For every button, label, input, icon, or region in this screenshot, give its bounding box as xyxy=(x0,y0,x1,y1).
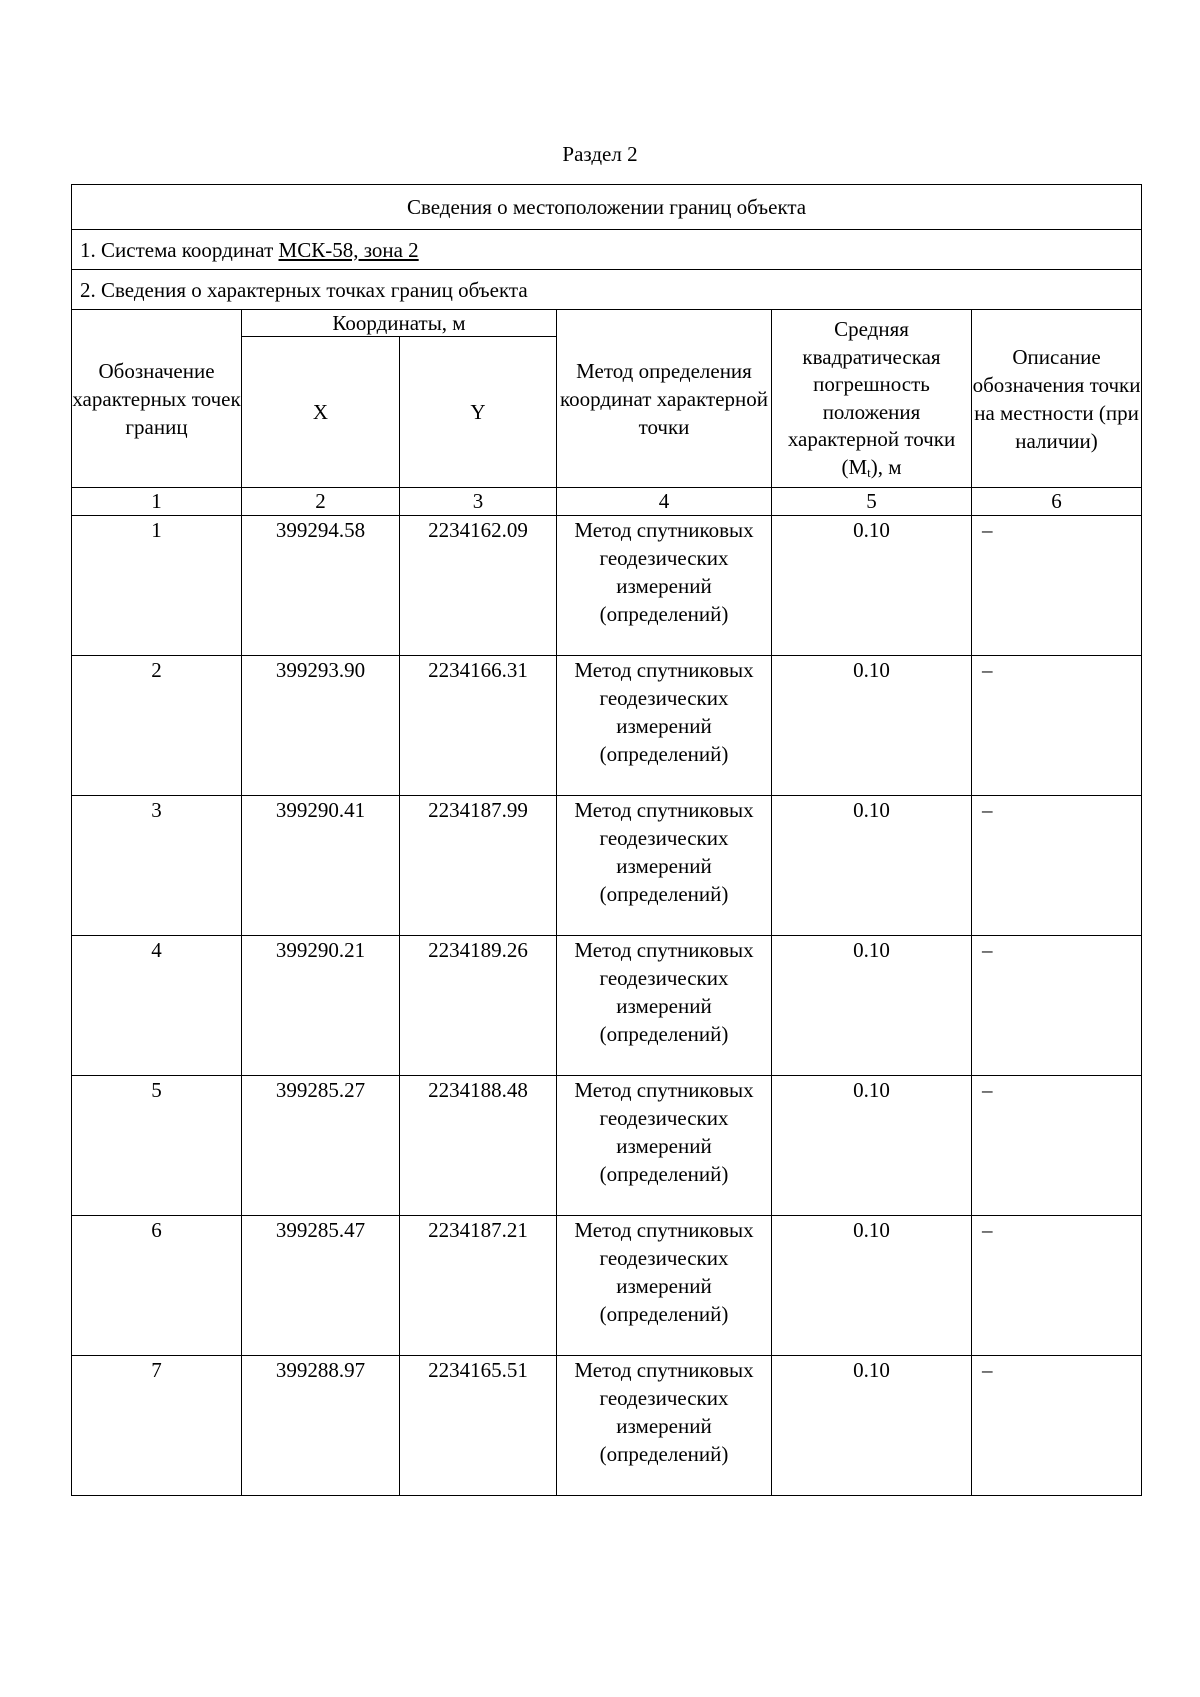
description-cell: – xyxy=(972,656,1142,796)
table-row xyxy=(72,1356,1142,1496)
header-coordinates: Координаты, м xyxy=(242,310,557,337)
section-title: Раздел 2 xyxy=(562,142,638,166)
error-cell: 0.10 xyxy=(772,796,972,936)
description-cell: – xyxy=(972,796,1142,936)
header-error-unit: ), м xyxy=(870,454,902,479)
point-number: 3 xyxy=(72,796,242,936)
coord-system-label: 1. Система координат xyxy=(80,237,279,262)
table-row xyxy=(72,516,1142,656)
point-number: 4 xyxy=(72,936,242,1076)
point-number: 2 xyxy=(72,656,242,796)
coord-x: 399285.47 xyxy=(242,1216,400,1356)
coord-x: 399290.41 xyxy=(242,796,400,936)
table-title-row xyxy=(72,185,1142,230)
error-cell: 0.10 xyxy=(772,656,972,796)
description-cell: – xyxy=(972,1356,1142,1496)
table-row xyxy=(72,936,1142,1076)
description-cell: – xyxy=(972,1076,1142,1216)
header-x: X xyxy=(242,337,400,488)
point-number: 5 xyxy=(72,1076,242,1216)
point-number: 1 xyxy=(72,516,242,656)
header-row-1 xyxy=(72,310,1142,337)
point-number: 7 xyxy=(72,1356,242,1496)
coord-y: 2234166.31 xyxy=(400,656,557,796)
method-cell: Метод спутниковых геодезических измерений (определений) xyxy=(557,1216,772,1356)
point-number: 6 xyxy=(72,1216,242,1356)
error-cell: 0.10 xyxy=(772,936,972,1076)
header-method: Метод определения координат характерной точки xyxy=(557,310,772,488)
table-body xyxy=(72,185,1142,1496)
header-error-subscript: t xyxy=(867,464,871,480)
column-number: 3 xyxy=(400,488,557,516)
coord-x: 399288.97 xyxy=(242,1356,400,1496)
description-cell: – xyxy=(972,1216,1142,1356)
coord-system-cell xyxy=(72,230,1142,270)
coord-system-row xyxy=(72,230,1142,270)
column-numbers-row xyxy=(72,488,1142,516)
points-heading-row xyxy=(72,270,1142,310)
error-cell: 0.10 xyxy=(772,1356,972,1496)
coord-y: 2234162.09 xyxy=(400,516,557,656)
error-cell: 0.10 xyxy=(772,516,972,656)
coord-y: 2234189.26 xyxy=(400,936,557,1076)
table-row xyxy=(72,1076,1142,1216)
method-cell: Метод спутниковых геодезических измерений (определений) xyxy=(557,1356,772,1496)
boundary-points-table xyxy=(71,184,1142,1496)
coord-x: 399293.90 xyxy=(242,656,400,796)
coord-y: 2234188.48 xyxy=(400,1076,557,1216)
column-number: 1 xyxy=(72,488,242,516)
column-number: 6 xyxy=(972,488,1142,516)
coord-x: 399285.27 xyxy=(242,1076,400,1216)
description-cell: – xyxy=(972,516,1142,656)
method-cell: Метод спутниковых геодезических измерений (определений) xyxy=(557,516,772,656)
column-number: 2 xyxy=(242,488,400,516)
column-number: 5 xyxy=(772,488,972,516)
method-cell: Метод спутниковых геодезических измерений (определений) xyxy=(557,936,772,1076)
coord-x: 399290.21 xyxy=(242,936,400,1076)
method-cell: Метод спутниковых геодезических измерений (определений) xyxy=(557,1076,772,1216)
header-error-text: Средняя квадратическая погрешность положения характерной точки (M xyxy=(787,317,956,479)
header-error xyxy=(772,310,972,488)
table-row xyxy=(72,796,1142,936)
table-title: Сведения о местоположении границ объекта xyxy=(72,185,1142,230)
header-designation: Обозначение характерных точек границ xyxy=(72,310,242,488)
description-cell: – xyxy=(972,936,1142,1076)
coord-x: 399294.58 xyxy=(242,516,400,656)
table-row xyxy=(72,1216,1142,1356)
header-y: Y xyxy=(400,337,557,488)
header-description: Описание обозначения точки на местности (при наличии) xyxy=(972,310,1142,488)
error-cell: 0.10 xyxy=(772,1216,972,1356)
error-cell: 0.10 xyxy=(772,1076,972,1216)
method-cell: Метод спутниковых геодезических измерений (определений) xyxy=(557,656,772,796)
coord-y: 2234187.99 xyxy=(400,796,557,936)
table-row xyxy=(72,656,1142,796)
method-cell: Метод спутниковых геодезических измерений (определений) xyxy=(557,796,772,936)
column-number: 4 xyxy=(557,488,772,516)
coord-y: 2234187.21 xyxy=(400,1216,557,1356)
coord-y: 2234165.51 xyxy=(400,1356,557,1496)
points-heading: 2. Сведения о характерных точках границ объекта xyxy=(72,270,1142,310)
coord-system-value: МСК-58, зона 2 xyxy=(278,237,419,262)
